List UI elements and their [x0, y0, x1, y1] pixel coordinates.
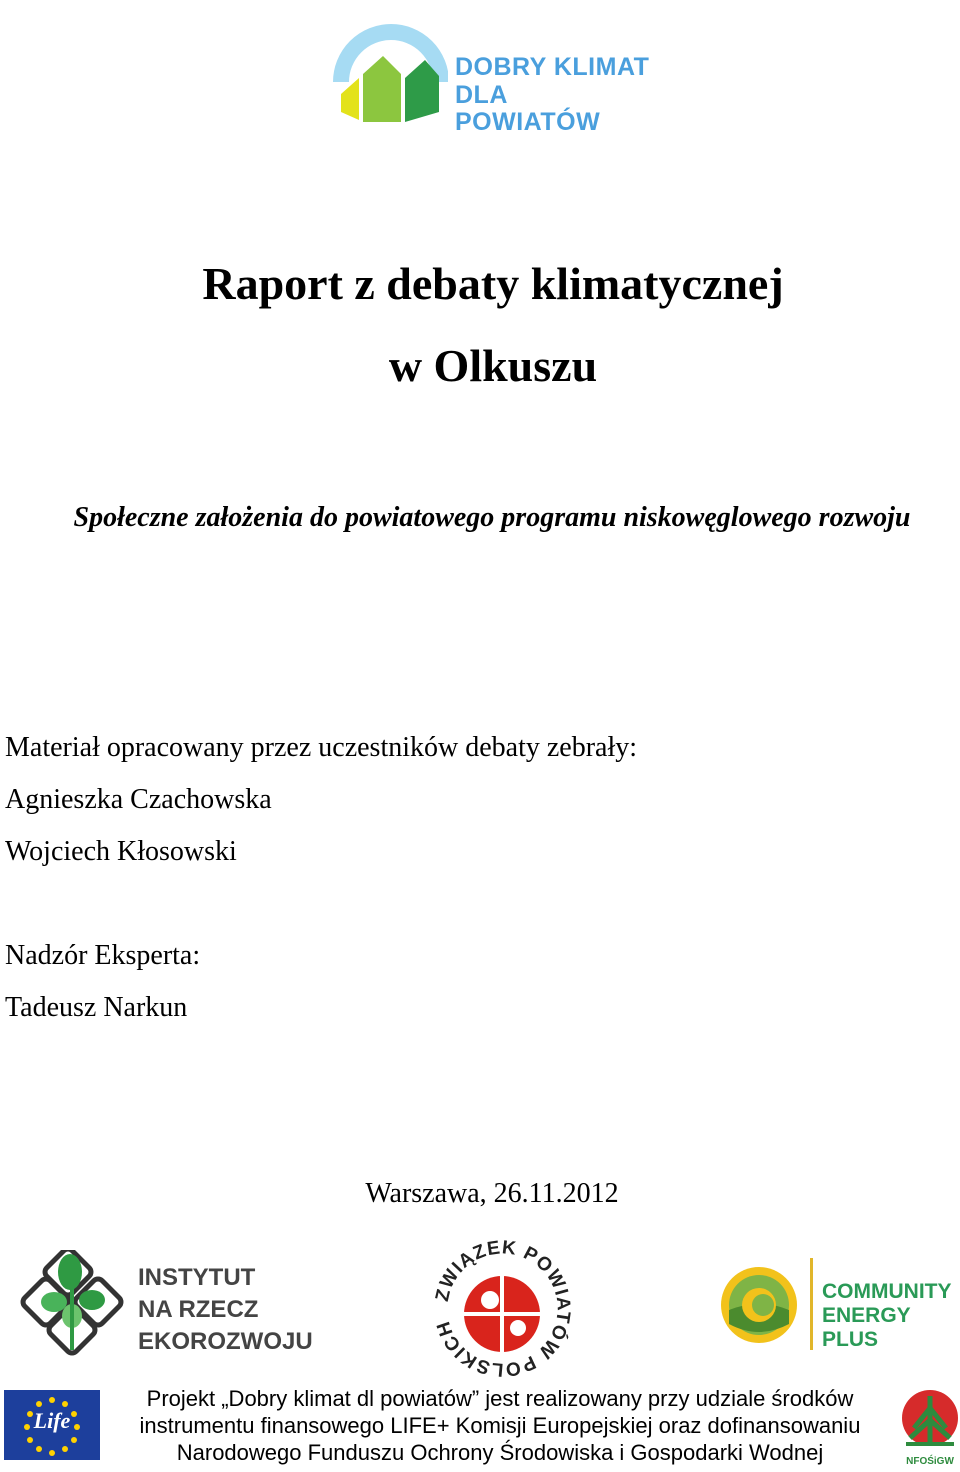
date-line: Warszawa, 26.11.2012 — [365, 1178, 619, 1209]
supervision-label: Nadzór Eksperta: — [5, 940, 201, 971]
author-name: Wojciech Kłosowski — [5, 836, 237, 867]
instytut-line3: EKOROZWOJU — [138, 1328, 313, 1355]
zpp-puzzle-icon — [430, 1238, 575, 1378]
footer-line: Narodowego Funduszu Ochrony Środowiska i Gospodarki Wodnej — [176, 1440, 824, 1465]
nfosigw-logo — [900, 1388, 960, 1472]
dobry-klimat-emblem-icon — [333, 12, 448, 124]
community-energy-logo — [718, 1258, 958, 1350]
instytut-line1: INSTYTUT — [138, 1264, 256, 1291]
footer-line: instrumentu finansowego LIFE+ Komisji Europejskiej oraz dofinansowaniu — [139, 1413, 861, 1438]
instytut-line2: NA RZECZ — [138, 1296, 259, 1323]
authors-intro: Materiał opracowany przez uczestników debaty zebrały: — [5, 732, 638, 763]
nfosigw-tree-icon — [900, 1388, 960, 1454]
community-energy-line1: COMMUNITY — [822, 1280, 952, 1303]
nfosigw-label: NFOŚiGW — [906, 1456, 954, 1467]
eu-life-logo — [4, 1390, 100, 1460]
page-title-line1: Raport z debaty klimatycznej — [202, 258, 784, 309]
zpp-logo — [430, 1238, 575, 1378]
eu-life-text: Life — [33, 1408, 71, 1433]
supervision-name: Tadeusz Narkun — [5, 992, 188, 1023]
zpp-ring-text: ZWIĄZEK POWIATÓW POLSKICH — [431, 1238, 574, 1378]
instytut-emblem-icon — [20, 1250, 132, 1362]
dobry-klimat-line1: DOBRY KLIMAT — [455, 53, 650, 81]
instytut-logo — [20, 1248, 313, 1366]
community-energy-divider — [810, 1258, 813, 1350]
community-energy-line2: ENERGY PLUS — [822, 1304, 911, 1351]
author-name: Agnieszka Czachowska — [5, 784, 272, 815]
community-energy-emblem-icon — [718, 1264, 800, 1346]
page-subtitle: Społeczne założenia do powiatowego programu niskowęglowego rozwoju — [73, 502, 911, 533]
page-title-line2: w Olkuszu — [388, 340, 598, 391]
footer-line: Projekt „Dobry klimat dl powiatów” jest realizowany przy udziale środków — [146, 1386, 854, 1411]
dobry-klimat-logo — [333, 12, 653, 136]
dobry-klimat-line2: DLA POWIATÓW — [455, 81, 601, 136]
